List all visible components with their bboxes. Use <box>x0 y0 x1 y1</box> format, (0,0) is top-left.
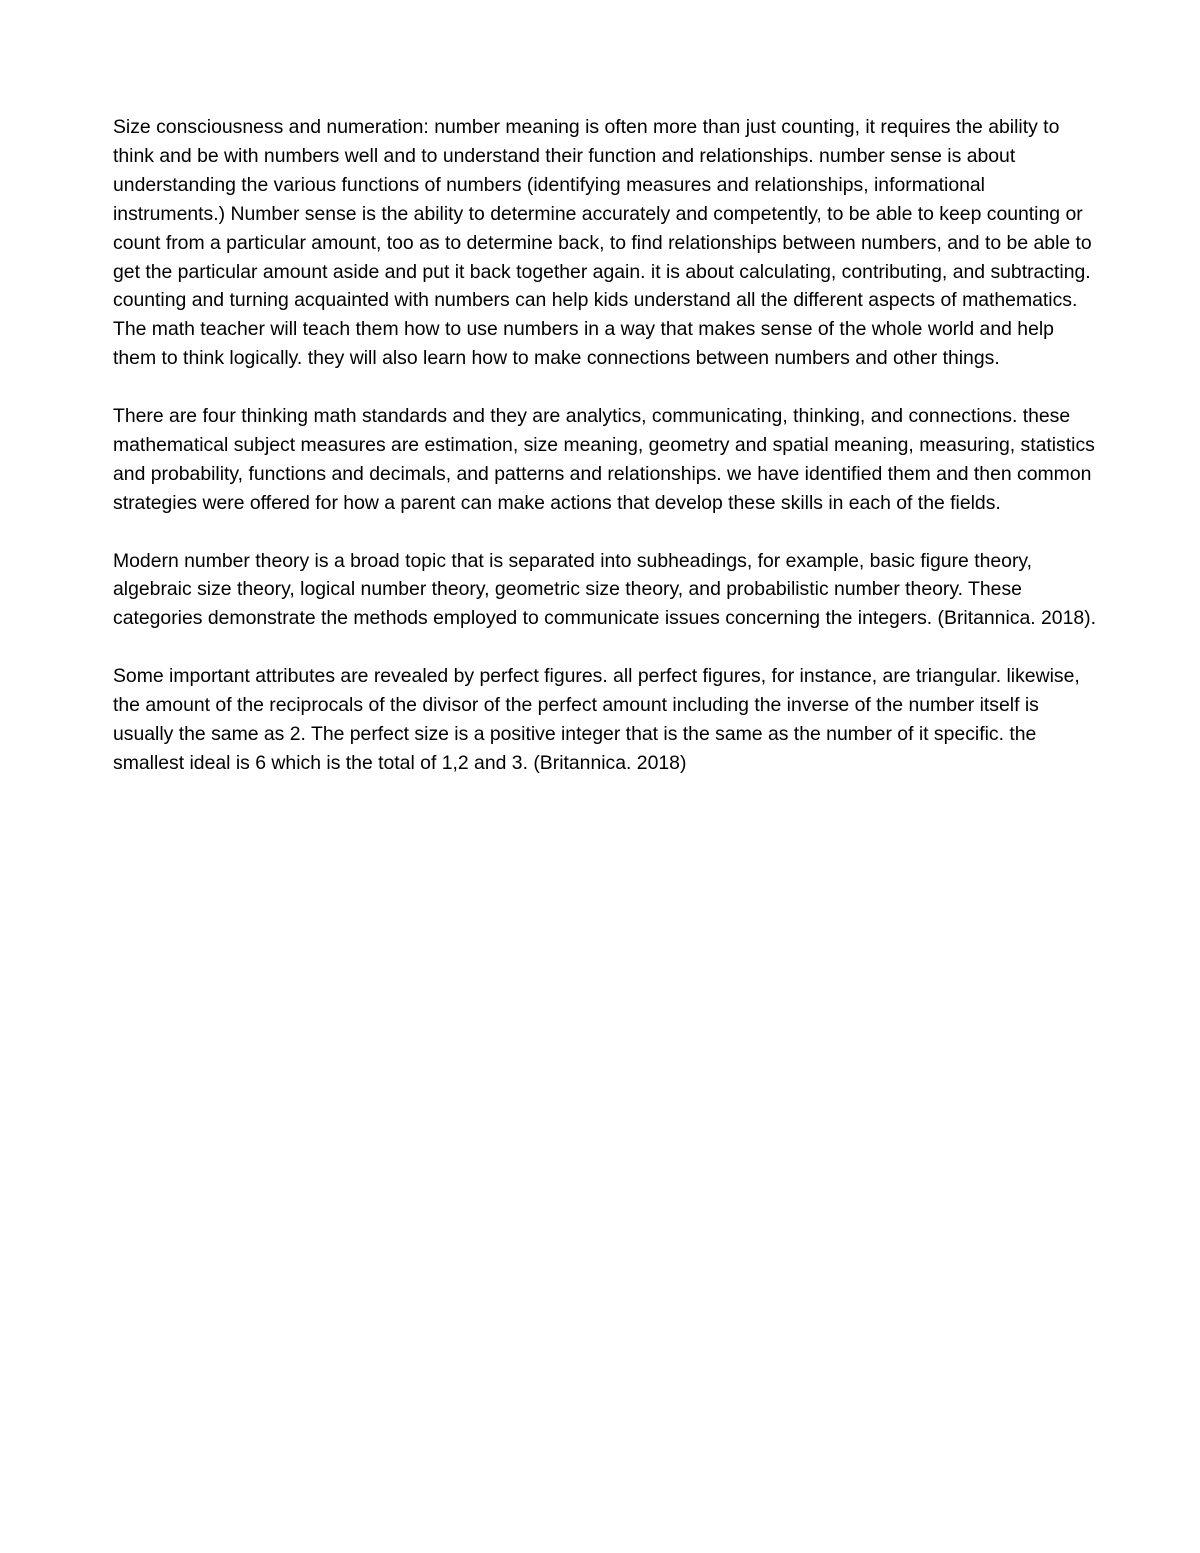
paragraph-perfect-figures: Some important attributes are revealed by perfect figures. all perfect figures, for instance, are triangular. likewise, the amount of the reciprocals of the divisor of the perfect amount including the inverse of the number itself is usually the same as 2. The perfect size is a positive integer that is the same as the number of it specific. the smallest ideal is 6 which is the total of 1,2 and 3. (Britannica. 2018) <box>113 665 1080 774</box>
paragraph-math-standards: There are four thinking math standards and they are analytics, communicating, thinking, and connections. these mathematical subject measures are estimation, size meaning, geometry and spatial meaning, measuring, statistics and probability, functions and decimals, and patterns and relationships. we have identified them and then common strategies were offered for how a parent can make actions that develop these skills in each of the fields. <box>113 405 1095 514</box>
paragraph-size-consciousness: Size consciousness and numeration: number meaning is often more than just counting, it requires the ability to think and be with numbers well and to understand their function and relationships. number sense is about understanding the various functions of numbers (identifying measures and relationships, informational instruments.) Number sense is the ability to determine accurately and competently, to be able to keep counting or count from a particular amount, too as to determine back, to find relationships between numbers, and to be able to get the particular amount aside and put it back together again. it is about calculating, contributing, and subtracting. counting and turning acquainted with numbers can help kids understand all the different aspects of mathematics. The math teacher will teach them how to use numbers in a way that makes sense of the whole world and help them to think logically. they will also learn how to make connections between numbers and other things. <box>113 116 1092 370</box>
document-body <box>113 113 1098 807</box>
paragraph-number-theory: Modern number theory is a broad topic that is separated into subheadings, for example, basic figure theory, algebraic size theory, logical number theory, geometric size theory, and probabilistic number theory. These categories demonstrate the methods employed to communicate issues concerning the integers. (Britannica. 2018). <box>113 549 1096 630</box>
